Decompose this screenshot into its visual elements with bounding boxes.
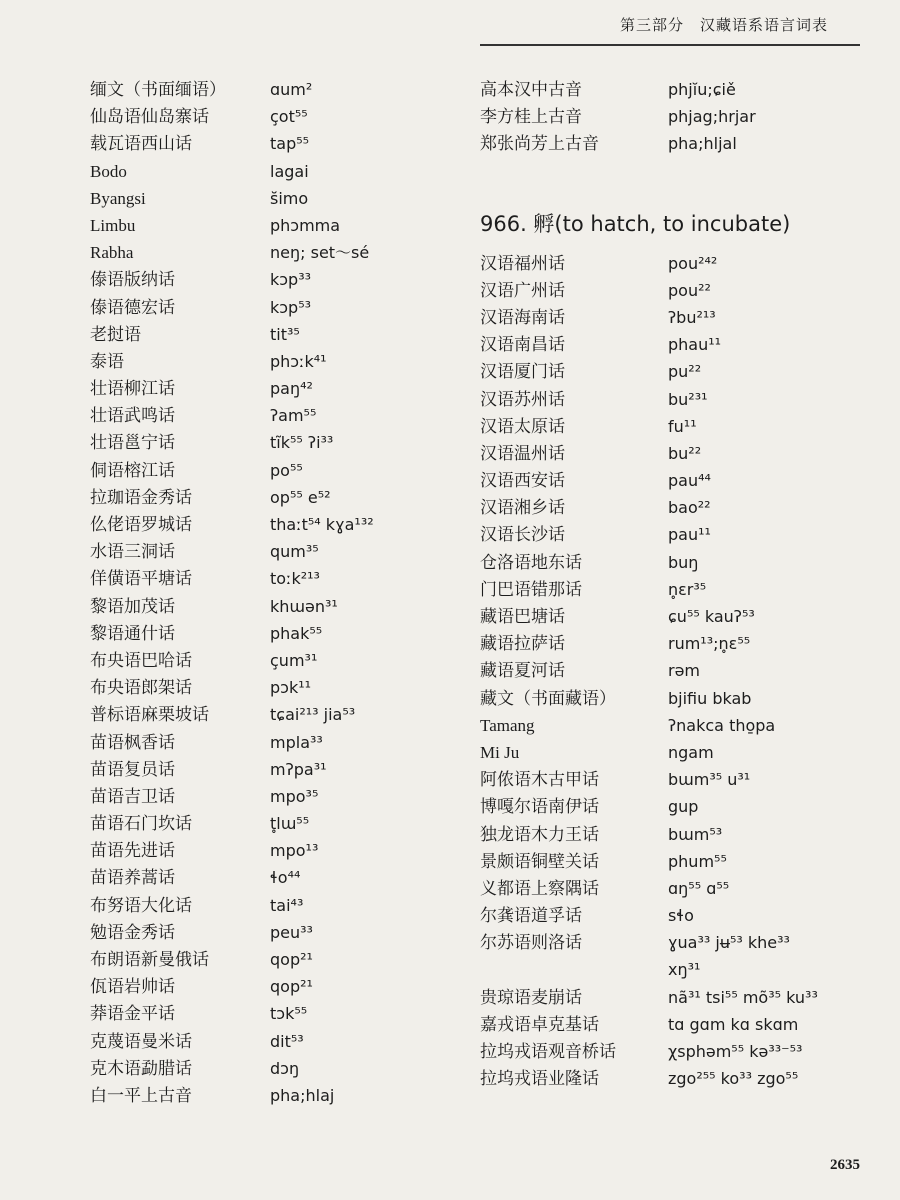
word-row [480, 793, 870, 820]
word-row [480, 467, 870, 494]
language-name: 侗语榕江话 [90, 460, 175, 480]
right-column [480, 76, 870, 1092]
word-form: pau¹¹ [668, 525, 711, 545]
word-form: thaːt⁵⁴ kɣa¹³² [270, 515, 374, 534]
language-name: 普标语麻栗坡话 [90, 705, 209, 725]
word-row [90, 1028, 460, 1055]
word-form: bu²³¹ [668, 389, 708, 409]
language-name: 汉语湘乡话 [480, 498, 565, 518]
word-row [480, 521, 870, 548]
language-name: 缅文（书面缅语） [90, 80, 226, 99]
entry-966-list [480, 250, 870, 1093]
language-name: 汉语温州话 [480, 443, 565, 463]
language-name: Mi Ju [480, 742, 520, 762]
word-form: sɬo [668, 906, 694, 926]
word-row [480, 250, 870, 277]
word-form: ɕu⁵⁵ kauʔ⁵³ [668, 607, 755, 626]
word-form: pou²² [668, 280, 711, 300]
language-name: 水语三洞话 [90, 542, 175, 562]
language-name: 载瓦语西山话 [90, 134, 192, 154]
entry-title: 966. 孵(to hatch, to incubate) [480, 211, 791, 236]
word-form: s̆imo [270, 188, 309, 208]
word-row [480, 76, 870, 103]
language-name: 莽语金平话 [90, 1004, 175, 1024]
word-row [90, 158, 460, 185]
word-row [90, 321, 460, 348]
word-form: çum³¹ [270, 650, 318, 670]
language-name: 仙岛语仙岛寨话 [90, 107, 209, 127]
word-row [480, 1011, 870, 1038]
language-name: 泰语 [90, 351, 124, 371]
word-row [90, 946, 460, 973]
word-form: pɔk¹¹ [270, 678, 312, 698]
language-name: 白一平上古音 [90, 1085, 192, 1105]
word-row [90, 864, 460, 891]
word-form: bɯm⁵³ [668, 824, 723, 844]
word-form: ʔam⁵⁵ [270, 406, 317, 426]
word-form: ʔbu²¹³ [668, 307, 716, 327]
language-name: 佯僙语平塘话 [90, 569, 192, 589]
word-row [90, 375, 460, 402]
word-form: gup [668, 797, 699, 817]
word-form: qop²¹ [270, 977, 313, 997]
word-form: dit⁵³ [270, 1031, 304, 1051]
word-row [480, 277, 870, 304]
word-row [90, 756, 460, 783]
word-row [480, 358, 870, 385]
word-form: tɔk⁵⁵ [270, 1004, 308, 1024]
word-form: dɔŋ [270, 1058, 300, 1078]
language-name: 汉语苏州话 [480, 389, 565, 409]
word-form: fu¹¹ [668, 416, 697, 436]
language-name: 老挝语 [90, 324, 141, 344]
word-row [480, 331, 870, 358]
word-row [90, 429, 460, 456]
word-row [480, 413, 870, 440]
language-name: 独龙语木力王话 [480, 824, 599, 844]
language-name: 李方桂上古音 [480, 107, 582, 127]
word-form: zgo²⁵⁵ ko³³ zgo⁵⁵ [668, 1069, 799, 1089]
word-row [90, 973, 460, 1000]
word-row [480, 929, 870, 956]
word-row [90, 1055, 460, 1082]
word-form: phak⁵⁵ [270, 623, 323, 643]
word-row [90, 837, 460, 864]
language-name: 布朗语新曼俄话 [90, 950, 209, 969]
word-row [90, 810, 460, 837]
word-form: pou²⁴² [668, 253, 718, 273]
word-row [480, 739, 870, 766]
language-name: 拉坞戎语观音桥话 [480, 1042, 616, 1061]
word-row [480, 875, 870, 902]
language-name: 门巴语错那话 [480, 579, 582, 599]
word-form: tap⁵⁵ [270, 134, 310, 154]
word-row [90, 239, 460, 266]
language-name: Tamang [480, 715, 535, 735]
language-name: 苗语养蒿话 [90, 868, 175, 888]
word-row [90, 783, 460, 810]
word-form: tai⁴³ [270, 895, 304, 915]
word-form: bɯm³⁵ u³¹ [668, 770, 751, 790]
word-form: ɑŋ⁵⁵ ɑ⁵⁵ [668, 878, 730, 898]
language-name: 黎语加茂话 [90, 596, 175, 616]
word-row [90, 294, 460, 321]
language-name: 壮语武鸣话 [90, 406, 175, 426]
language-name: 嘉戎语卓克基话 [480, 1014, 599, 1034]
word-form: n̥ɛr³⁵ [668, 579, 707, 599]
language-name: 阿侬语木古甲话 [480, 770, 599, 790]
word-row [480, 630, 870, 657]
language-name: 克蔑语曼米话 [90, 1031, 192, 1051]
word-row [90, 892, 460, 919]
word-row [480, 685, 870, 712]
language-name: 高本汉中古音 [480, 80, 582, 99]
word-form: ɣua³³ jʉ⁵³ khe³³ [668, 933, 790, 953]
word-form: xŋ³¹ [668, 960, 701, 980]
word-form: tɑ gɑm kɑ skɑm [668, 1014, 799, 1034]
language-name: 布央语巴哈话 [90, 650, 192, 670]
language-name: 苗语吉卫话 [90, 786, 175, 806]
word-form: qop²¹ [270, 950, 313, 969]
word-form: pha;hljal [668, 134, 737, 154]
word-row [90, 484, 460, 511]
running-header: 第三部分 汉藏语系语言词表 [619, 18, 828, 34]
language-name: 尔苏语则洛话 [480, 933, 582, 953]
word-row [90, 348, 460, 375]
word-form: rum¹³;n̥ɛ⁵⁵ [668, 634, 751, 654]
language-name: 汉语福州话 [480, 253, 565, 273]
language-name: 藏文（书面藏语） [480, 688, 616, 708]
word-form: peu³³ [270, 922, 313, 942]
language-name: 布努语大化话 [90, 895, 192, 915]
word-form: mʔpa³¹ [270, 759, 327, 779]
word-form: paŋ⁴² [270, 379, 313, 399]
word-row [480, 386, 870, 413]
word-row [480, 603, 870, 630]
language-name: 景颇语铜壁关话 [480, 851, 599, 871]
word-form: po⁵⁵ [270, 460, 303, 480]
word-form: bao²² [668, 498, 711, 518]
word-row [90, 402, 460, 429]
word-form: buŋ [668, 552, 699, 572]
language-name: Byangsi [90, 188, 146, 208]
language-name: 汉语海南话 [480, 307, 565, 327]
language-name: 苗语石门坎话 [90, 814, 192, 834]
word-row [480, 494, 870, 521]
language-name: 仓洛语地东话 [480, 552, 582, 572]
word-row [90, 919, 460, 946]
word-row [90, 701, 460, 728]
word-row [480, 657, 870, 684]
language-name: 郑张尚芳上古音 [480, 134, 599, 154]
language-name: Limbu [90, 215, 136, 235]
word-form: phjĭu;ɕiě [668, 80, 736, 99]
word-form: pha;hlaj [270, 1085, 335, 1105]
word-row [480, 766, 870, 793]
word-row [90, 457, 460, 484]
header-rule [480, 44, 860, 46]
language-name: 克木语勐腊话 [90, 1058, 192, 1078]
language-name: 藏语夏河话 [480, 661, 565, 681]
language-name: 壮语柳江话 [90, 379, 175, 399]
word-form: tit³⁵ [270, 324, 300, 344]
word-row [480, 848, 870, 875]
word-row [90, 729, 460, 756]
word-row [90, 1082, 460, 1109]
left-column [90, 76, 460, 1109]
language-name: 仫佬语罗城话 [90, 515, 192, 534]
language-name: 佤语岩帅话 [90, 977, 175, 997]
language-name: 拉坞戎语业隆话 [480, 1069, 599, 1089]
word-form: tĩk⁵⁵ ʔi³³ [270, 433, 334, 453]
language-name: 苗语复员话 [90, 759, 175, 779]
word-row [90, 76, 460, 103]
word-form: phɔmma [270, 215, 341, 235]
word-row [480, 576, 870, 603]
word-form: ɬo⁴⁴ [270, 868, 301, 888]
word-row [90, 647, 460, 674]
word-form: op⁵⁵ e⁵² [270, 487, 331, 507]
language-name: 汉语长沙话 [480, 525, 565, 545]
language-name: 汉语西安话 [480, 471, 565, 491]
word-row [90, 266, 460, 293]
word-form: çot⁵⁵ [270, 107, 308, 127]
word-form: phjag;hrjar [668, 107, 756, 127]
word-form: pau⁴⁴ [668, 471, 711, 491]
word-form: bjifiu bkab [668, 688, 752, 708]
word-form: toːk²¹³ [270, 569, 320, 589]
word-form: t̥lɯ⁵⁵ [270, 814, 310, 834]
word-form: kɔp³³ [270, 270, 312, 290]
word-form: neŋ; set～sé [270, 243, 370, 263]
language-name: 壮语邕宁话 [90, 433, 175, 453]
language-name: Bodo [90, 161, 127, 181]
language-name: 义都语上察隅话 [480, 878, 599, 898]
word-row [90, 212, 460, 239]
word-row [480, 549, 870, 576]
language-name: 勉语金秀话 [90, 922, 175, 942]
word-form: ɑum² [270, 80, 313, 99]
word-form: tɕai²¹³ jia⁵³ [270, 705, 356, 725]
language-name: 藏语拉萨话 [480, 634, 565, 654]
word-row [90, 185, 460, 212]
language-name: 汉语南昌话 [480, 335, 565, 355]
word-row [480, 103, 870, 130]
word-row [480, 712, 870, 739]
language-name: 黎语通什话 [90, 623, 175, 643]
word-form: rəm [668, 661, 701, 681]
word-row [480, 821, 870, 848]
word-form: bu²² [668, 443, 702, 463]
word-row [90, 511, 460, 538]
word-row [90, 538, 460, 565]
word-form: phum⁵⁵ [668, 851, 727, 871]
language-name: 贵琼语麦崩话 [480, 987, 582, 1007]
language-name: 苗语枫香话 [90, 732, 175, 752]
word-row [90, 130, 460, 157]
entry-spacer [480, 158, 870, 198]
word-form: ngam [668, 742, 714, 762]
word-row [480, 902, 870, 929]
language-name: 藏语巴塘话 [480, 607, 565, 626]
word-row [90, 674, 460, 701]
language-name: 汉语广州话 [480, 280, 565, 300]
word-row [90, 103, 460, 130]
word-form: phau¹¹ [668, 335, 722, 355]
word-form: khɯən³¹ [270, 596, 338, 616]
word-form: χsphəm⁵⁵ kə³³⁻⁵³ [668, 1042, 803, 1061]
word-form: lagai [270, 161, 309, 181]
language-name: 拉珈语金秀话 [90, 487, 192, 507]
language-name: 布央语郎架话 [90, 678, 192, 698]
word-row [480, 130, 870, 157]
word-row [90, 620, 460, 647]
language-name: 苗语先进话 [90, 841, 175, 861]
language-name: 尔龚语道孚话 [480, 906, 582, 926]
word-form: phɔːk⁴¹ [270, 351, 327, 371]
word-row [480, 1038, 870, 1065]
word-form: pu²² [668, 362, 702, 382]
word-form: mpo¹³ [270, 841, 319, 861]
word-form: mpo³⁵ [270, 786, 319, 806]
language-name: 傣语版纳话 [90, 270, 175, 290]
previous-entry-tail [480, 76, 870, 158]
language-name: 傣语德宏话 [90, 297, 175, 317]
word-form: ʔnakca tho̱pa [668, 715, 776, 735]
word-row [480, 1065, 870, 1092]
page-number: 2635 [830, 1157, 860, 1173]
language-name: 博嘎尔语南伊话 [480, 797, 599, 817]
language-name: 汉语厦门话 [480, 362, 565, 382]
word-row [480, 984, 870, 1011]
word-form: qum³⁵ [270, 542, 319, 562]
word-row [480, 440, 870, 467]
word-form: nã³¹ tsi⁵⁵ mõ³⁵ ku³³ [668, 987, 818, 1007]
language-name: 汉语太原话 [480, 416, 565, 436]
language-name: Rabha [90, 243, 134, 263]
word-row [90, 593, 460, 620]
word-row [480, 304, 870, 331]
word-row [480, 956, 870, 983]
word-form: kɔp⁵³ [270, 297, 312, 317]
word-form: mpla³³ [270, 732, 323, 752]
word-row [90, 1000, 460, 1027]
word-row [90, 565, 460, 592]
